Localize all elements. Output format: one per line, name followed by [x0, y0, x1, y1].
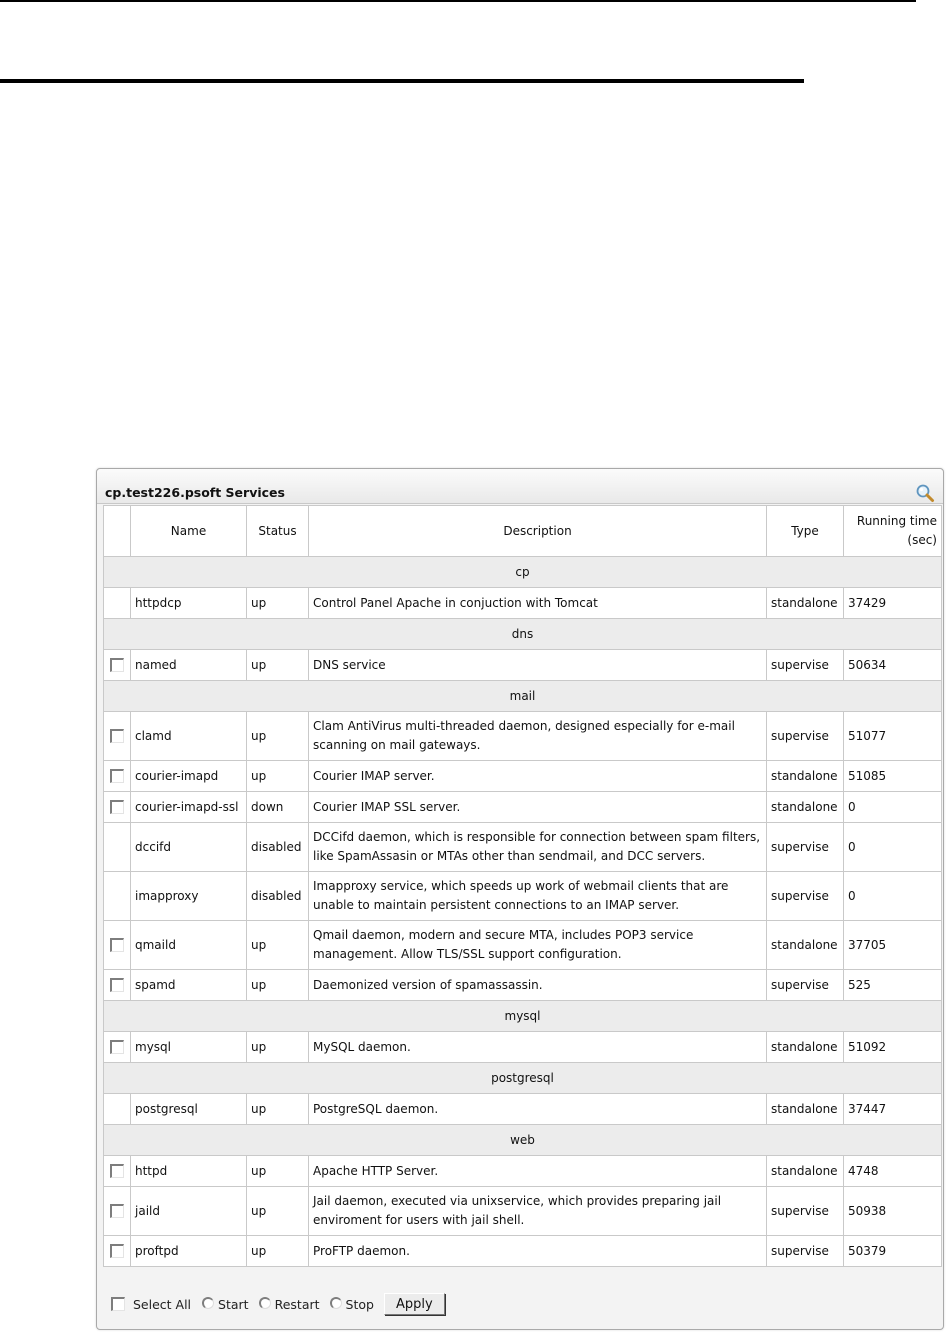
- service-status: up: [247, 970, 309, 1001]
- panel-header: [97, 469, 943, 504]
- service-type: supervise: [767, 970, 844, 1001]
- running-time-column-header[interactable]: Running time (sec): [844, 506, 942, 557]
- service-row-named[interactable]: [104, 650, 942, 681]
- service-description: Courier IMAP SSL server.: [309, 792, 767, 823]
- service-status: up: [247, 588, 309, 619]
- service-row-clamd[interactable]: [104, 712, 942, 761]
- service-status: up: [247, 650, 309, 681]
- select-cell: [104, 588, 131, 619]
- restart-label[interactable]: Restart: [274, 1296, 320, 1312]
- service-type: supervise: [767, 1187, 844, 1236]
- service-checkbox[interactable]: [110, 800, 124, 814]
- services-panel: [96, 468, 944, 1330]
- stop-label[interactable]: Stop: [345, 1296, 374, 1312]
- service-description: Jail daemon, executed via unixservice, which provides preparing jail enviroment for users with jail shell.: [309, 1187, 767, 1236]
- service-running-time: 51085: [844, 761, 942, 792]
- panel-title: cp.test226.psoft Services: [105, 485, 285, 500]
- service-checkbox[interactable]: [110, 1244, 124, 1258]
- service-type: standalone: [767, 1094, 844, 1125]
- service-running-time: 37429: [844, 588, 942, 619]
- apply-button[interactable]: Apply: [384, 1293, 445, 1315]
- service-name: jaild: [131, 1187, 247, 1236]
- select-cell: [104, 761, 131, 792]
- service-running-time: 0: [844, 823, 942, 872]
- service-name: dccifd: [131, 823, 247, 872]
- group-row-dns: [104, 619, 942, 650]
- service-checkbox[interactable]: [110, 658, 124, 672]
- select-cell: [104, 1032, 131, 1063]
- search-icon[interactable]: [915, 483, 935, 503]
- service-row-postgresql[interactable]: [104, 1094, 942, 1125]
- service-row-imapproxy[interactable]: [104, 872, 942, 921]
- service-type: standalone: [767, 588, 844, 619]
- group-label: cp: [104, 557, 942, 588]
- service-checkbox[interactable]: [110, 729, 124, 743]
- service-status: up: [247, 921, 309, 970]
- description-column-header[interactable]: Description: [309, 506, 767, 557]
- select-cell: [104, 792, 131, 823]
- service-type: supervise: [767, 872, 844, 921]
- service-description: MySQL daemon.: [309, 1032, 767, 1063]
- select-cell: [104, 1187, 131, 1236]
- group-label: web: [104, 1125, 942, 1156]
- group-label: mail: [104, 681, 942, 712]
- service-checkbox[interactable]: [110, 1040, 124, 1054]
- restart-radio[interactable]: [259, 1297, 271, 1309]
- service-name: clamd: [131, 712, 247, 761]
- service-description: PostgreSQL daemon.: [309, 1094, 767, 1125]
- service-name: postgresql: [131, 1094, 247, 1125]
- service-running-time: 50379: [844, 1236, 942, 1267]
- service-row-httpd[interactable]: [104, 1156, 942, 1187]
- service-status: up: [247, 1236, 309, 1267]
- service-status: up: [247, 1032, 309, 1063]
- service-row-courier-imapd-ssl[interactable]: [104, 792, 942, 823]
- status-column-header[interactable]: Status: [247, 506, 309, 557]
- service-type: standalone: [767, 921, 844, 970]
- service-checkbox[interactable]: [110, 978, 124, 992]
- start-label[interactable]: Start: [218, 1296, 249, 1312]
- service-type: standalone: [767, 792, 844, 823]
- select-cell: [104, 872, 131, 921]
- service-description: Control Panel Apache in conjuction with Tomcat: [309, 588, 767, 619]
- service-row-jaild[interactable]: [104, 1187, 942, 1236]
- service-running-time: 525: [844, 970, 942, 1001]
- service-running-time: 37447: [844, 1094, 942, 1125]
- service-name: qmaild: [131, 921, 247, 970]
- service-running-time: 51092: [844, 1032, 942, 1063]
- service-status: disabled: [247, 872, 309, 921]
- service-name: spamd: [131, 970, 247, 1001]
- service-description: ProFTP daemon.: [309, 1236, 767, 1267]
- service-name: named: [131, 650, 247, 681]
- group-row-postgresql: [104, 1063, 942, 1094]
- select-cell: [104, 1236, 131, 1267]
- service-row-proftpd[interactable]: [104, 1236, 942, 1267]
- service-name: httpd: [131, 1156, 247, 1187]
- top-rule: [0, 0, 916, 2]
- service-running-time: 4748: [844, 1156, 942, 1187]
- service-description: Clam AntiVirus multi-threaded daemon, designed especially for e-mail scanning on mail gateways.: [309, 712, 767, 761]
- select-cell: [104, 650, 131, 681]
- service-type: supervise: [767, 650, 844, 681]
- service-type: standalone: [767, 1032, 844, 1063]
- service-name: imapproxy: [131, 872, 247, 921]
- table-header-row: [104, 506, 942, 557]
- service-description: Qmail daemon, modern and secure MTA, includes POP3 service management. Allow TLS/SSL support configuration.: [309, 921, 767, 970]
- select-all-checkbox[interactable]: [111, 1297, 125, 1311]
- select-cell: [104, 970, 131, 1001]
- service-type: supervise: [767, 1236, 844, 1267]
- select-cell: [104, 921, 131, 970]
- services-table: [103, 505, 942, 1267]
- service-checkbox[interactable]: [110, 769, 124, 783]
- service-description: DNS service: [309, 650, 767, 681]
- service-name: courier-imapd-ssl: [131, 792, 247, 823]
- service-description: Daemonized version of spamassassin.: [309, 970, 767, 1001]
- service-type: supervise: [767, 823, 844, 872]
- bulk-action-bar: [103, 1287, 941, 1321]
- select-all-label[interactable]: Select All: [133, 1296, 192, 1312]
- service-description: DCCifd daemon, which is responsible for connection between spam filters, like SpamAssasin or MTAs other than sendmail, and DCC servers.: [309, 823, 767, 872]
- service-name: proftpd: [131, 1236, 247, 1267]
- name-column-header[interactable]: Name: [131, 506, 247, 557]
- type-column-header[interactable]: Type: [767, 506, 844, 557]
- service-name: courier-imapd: [131, 761, 247, 792]
- service-status: disabled: [247, 823, 309, 872]
- stop-radio[interactable]: [330, 1297, 342, 1309]
- service-status: down: [247, 792, 309, 823]
- select-column-header: [104, 506, 131, 557]
- service-description: Apache HTTP Server.: [309, 1156, 767, 1187]
- service-row-httpdcp[interactable]: [104, 588, 942, 619]
- service-running-time: 51077: [844, 712, 942, 761]
- service-status: up: [247, 1187, 309, 1236]
- service-name: httpdcp: [131, 588, 247, 619]
- service-description: Imapproxy service, which speeds up work of webmail clients that are unable to maintain persistent connections to an IMAP server.: [309, 872, 767, 921]
- start-radio[interactable]: [202, 1297, 214, 1309]
- group-label: postgresql: [104, 1063, 942, 1094]
- service-type: standalone: [767, 761, 844, 792]
- service-row-courier-imapd[interactable]: [104, 761, 942, 792]
- select-cell: [104, 1156, 131, 1187]
- section-rule: [0, 79, 804, 83]
- group-label: dns: [104, 619, 942, 650]
- service-checkbox[interactable]: [110, 1164, 124, 1178]
- service-running-time: 50938: [844, 1187, 942, 1236]
- service-row-dccifd[interactable]: [104, 823, 942, 872]
- service-checkbox[interactable]: [110, 938, 124, 952]
- group-row-web: [104, 1125, 942, 1156]
- service-status: up: [247, 1156, 309, 1187]
- service-checkbox[interactable]: [110, 1204, 124, 1218]
- group-row-mysql: [104, 1001, 942, 1032]
- service-running-time: 0: [844, 872, 942, 921]
- service-type: standalone: [767, 1156, 844, 1187]
- service-status: up: [247, 712, 309, 761]
- service-status: up: [247, 761, 309, 792]
- service-type: supervise: [767, 712, 844, 761]
- service-name: mysql: [131, 1032, 247, 1063]
- group-row-cp: [104, 557, 942, 588]
- select-cell: [104, 823, 131, 872]
- service-row-mysql[interactable]: [104, 1032, 942, 1063]
- service-running-time: 37705: [844, 921, 942, 970]
- services-table-body: [104, 557, 942, 1267]
- group-label: mysql: [104, 1001, 942, 1032]
- service-running-time: 50634: [844, 650, 942, 681]
- group-row-mail: [104, 681, 942, 712]
- service-row-spamd[interactable]: [104, 970, 942, 1001]
- select-cell: [104, 712, 131, 761]
- service-running-time: 0: [844, 792, 942, 823]
- service-description: Courier IMAP server.: [309, 761, 767, 792]
- service-row-qmaild[interactable]: [104, 921, 942, 970]
- service-status: up: [247, 1094, 309, 1125]
- select-cell: [104, 1094, 131, 1125]
